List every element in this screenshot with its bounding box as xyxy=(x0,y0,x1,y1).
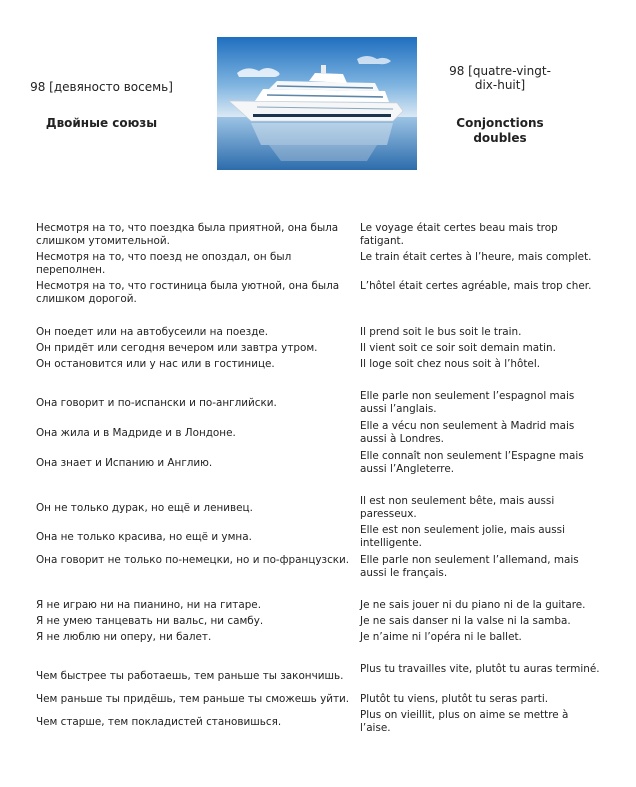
phrase-fr: Elle a vécu non seulement à Madrid mais aussi à Londres. xyxy=(360,420,575,445)
phrase-ru: Он придёт или сегодня вечером или завтра утром. xyxy=(36,342,318,354)
phrase-fr: Le voyage était certes beau mais trop fatigant. xyxy=(360,222,558,247)
phrase-fr: Je n’aime ni l’opéra ni le ballet. xyxy=(360,631,522,643)
phrase-fr: Il est non seulement bête, mais aussi paresseux. xyxy=(360,495,555,520)
phrase-ru: Она жила и в Мадриде и в Лондоне. xyxy=(36,427,236,439)
phrase-fr: Je ne sais jouer ni du piano ni de la guitare. xyxy=(360,599,586,611)
phrase-fr: Elle parle non seulement l’allemand, mais aussi le français. xyxy=(360,554,579,579)
phrase-ru: Несмотря на то, что поездка была приятной, она была слишком утомительной. xyxy=(36,222,339,247)
phrase-fr: Je ne sais danser ni la valse ni la samba. xyxy=(360,615,571,627)
phrase-ru: Я не умею танцевать ни вальс, ни самбу. xyxy=(36,615,264,627)
lesson-number-fr: 98 [quatre-vingt-dix-huit] xyxy=(449,64,551,92)
phrase-fr: Il vient soit ce soir soit demain matin. xyxy=(360,342,556,354)
phrase-ru: Чем быстрее ты работаешь, тем раньше ты закончишь. xyxy=(36,670,344,682)
phrase-fr: Plus tu travailles vite, plutôt tu auras terminé. xyxy=(360,663,600,675)
page-title-ru: Двойные союзы xyxy=(45,116,158,130)
phrase-fr: Elle connaît non seulement l’Espagne mais aussi l’Angleterre. xyxy=(360,450,584,475)
phrase-ru: Она знает и Испанию и Англию. xyxy=(36,457,213,469)
phrase-fr: Plus on vieillit, plus on aime se mettre à l’aise. xyxy=(360,709,569,734)
phrase-ru: Он не только дурак, но ещё и ленивец. xyxy=(36,502,253,514)
phrase-ru: Чем раньше ты придёшь, тем раньше ты сможешь уйти. xyxy=(36,693,350,705)
phrase-ru: Она говорит и по-испански и по-английски. xyxy=(36,397,277,409)
phrase-ru: Я не играю ни на пианино, ни на гитаре. xyxy=(36,599,262,611)
phrase-ru: Она не только красива, но ещё и умна. xyxy=(36,531,252,543)
phrase-fr: Elle est non seulement jolie, mais aussi intelligente. xyxy=(360,524,565,549)
phrase-fr: Il prend soit le bus soit le train. xyxy=(360,326,522,338)
page-title-fr: Conjonctions doubles xyxy=(456,116,544,145)
phrase-ru: Она говорит не только по-немецки, но и по-французски. xyxy=(36,554,350,566)
phrase-fr: Elle parle non seulement l’espagnol mais aussi l’anglais. xyxy=(360,390,575,415)
phrase-ru: Он остановится или у нас или в гостинице. xyxy=(36,358,275,370)
lesson-number-ru: 98 [девяносто восемь] xyxy=(30,80,173,94)
phrase-fr: Il loge soit chez nous soit à l’hôtel. xyxy=(360,358,541,370)
phrase-fr: Le train était certes à l’heure, mais complet. xyxy=(360,251,592,263)
phrase-fr: Plutôt tu viens, plutôt tu seras parti. xyxy=(360,693,549,705)
cruise-ship-photo xyxy=(217,37,417,170)
phrase-ru: Несмотря на то, что поезд не опоздал, он был переполнен. xyxy=(36,251,292,276)
phrase-ru: Я не люблю ни оперу, ни балет. xyxy=(36,631,212,643)
phrase-fr: L’hôtel était certes agréable, mais trop cher. xyxy=(360,280,592,292)
phrase-ru: Он поедет или на автобусеили на поезде. xyxy=(36,326,269,338)
phrase-ru: Чем старше, тем покладистей становишься. xyxy=(36,716,282,728)
phrase-ru: Несмотря на то, что гостиница была уютной, она была слишком дорогой. xyxy=(36,280,340,305)
